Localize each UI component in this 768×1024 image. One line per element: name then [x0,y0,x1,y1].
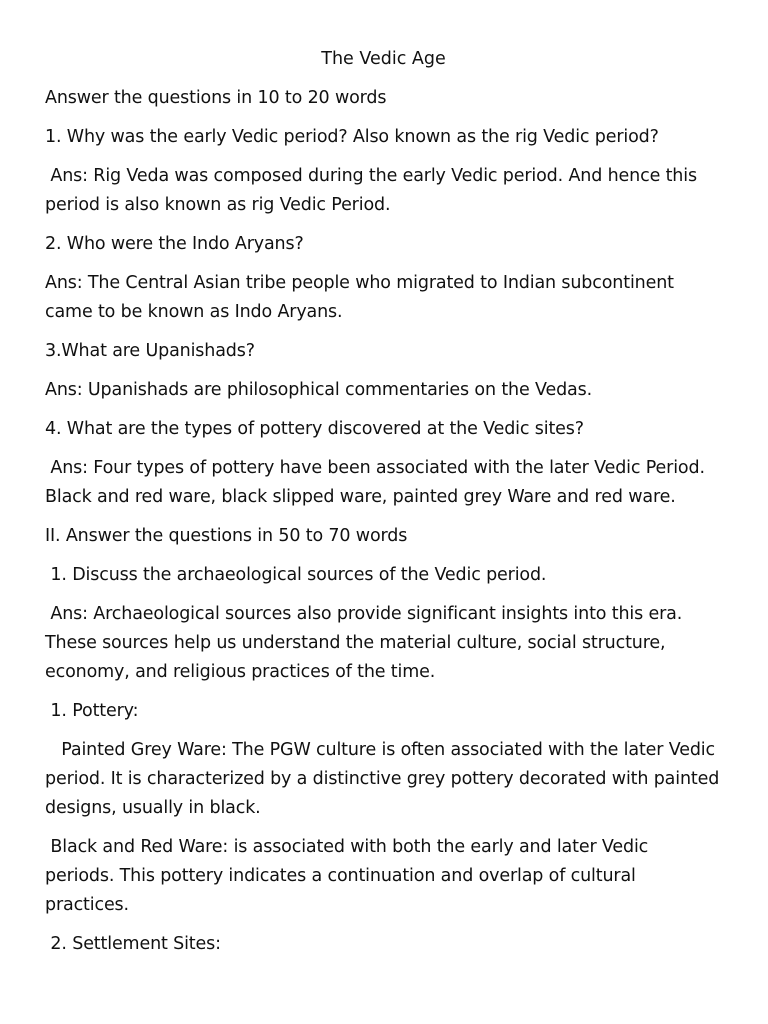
answer-1: Ans: Rig Veda was composed during the early Vedic period. And hence this period is also known as rig Vedic Period. [45,166,703,215]
instruction-short-answers: Answer the questions in 10 to 20 words [45,88,387,108]
document-title: The Vedic Age [321,49,446,69]
subheading-settlement-sites: 2. Settlement Sites: [45,934,221,954]
question-3: 3.What are Upanishads? [45,341,255,361]
answer-3: Ans: Upanishads are philosophical commentaries on the Vedas. [45,380,593,400]
answer-4: Ans: Four types of pottery have been associated with the later Vedic Period. Black and red ware, black slipped ware, painted grey Ware and red ware. [45,458,711,507]
long-answer-1: Ans: Archaeological sources also provide significant insights into this era. These sources help us understand the material culture, social structure, economy, and religious practices of the time. [45,604,688,682]
black-and-red-ware-paragraph: Black and Red Ware: is associated with both the early and later Vedic periods. This pottery indicates a continuation and overlap of cultural practices. [45,837,654,915]
section-2-heading: II. Answer the questions in 50 to 70 words [45,526,408,546]
subheading-pottery: 1. Pottery: [45,701,139,721]
painted-grey-ware-paragraph: Painted Grey Ware: The PGW culture is often associated with the later Vedic period. It is characterized by a distinctive grey pottery decorated with painted designs, usually in black. [45,740,725,818]
question-4: 4. What are the types of pottery discovered at the Vedic sites? [45,419,584,439]
question-1: 1. Why was the early Vedic period? Also known as the rig Vedic period? [45,127,659,147]
long-question-1: 1. Discuss the archaeological sources of the Vedic period. [45,565,547,585]
question-2: 2. Who were the Indo Aryans? [45,234,304,254]
answer-2: Ans: The Central Asian tribe people who migrated to Indian subcontinent came to be known as Indo Aryans. [45,273,680,322]
